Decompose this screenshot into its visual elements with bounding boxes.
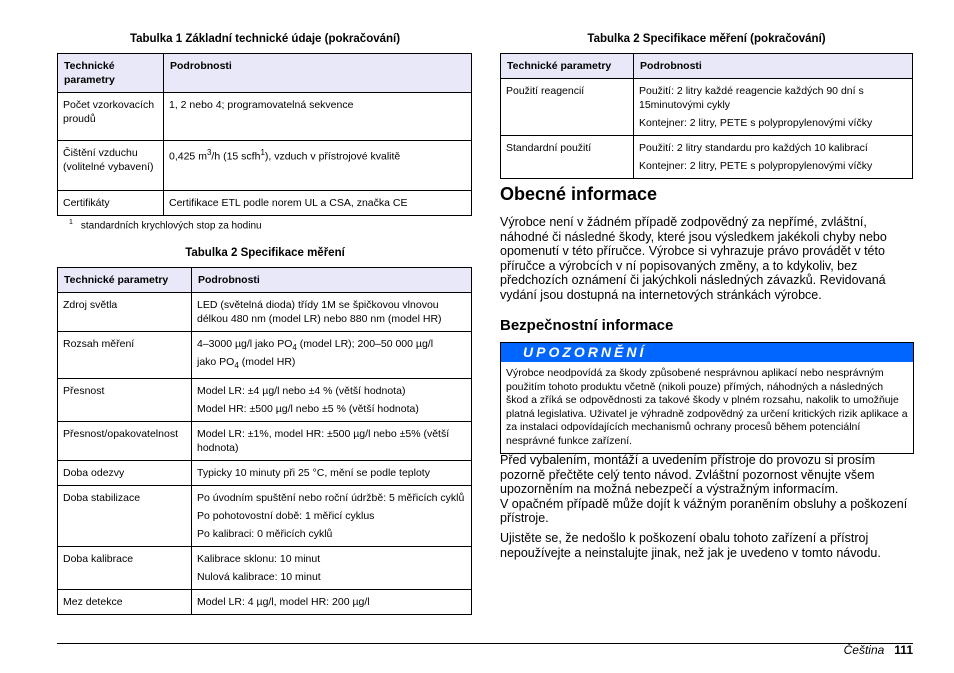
table-row bbox=[501, 136, 913, 179]
param-cell: Počet vzorkovacích proudů bbox=[58, 93, 164, 141]
param-cell: Přesnost bbox=[58, 379, 192, 422]
table-row bbox=[58, 486, 472, 547]
detail-cell: Model LR: ±1%, model HR: ±500 µg/l nebo ±5% (větší hodnota) bbox=[192, 422, 472, 461]
param-cell: Doba odezvy bbox=[58, 461, 192, 486]
table2cont-caption: Tabulka 2 Specifikace měření (pokračování) bbox=[587, 33, 826, 45]
detail-cell: 0,425 $m^3/h$ (15 scfh$^1$), vzduch v přístrojové kvalitě bbox=[164, 141, 472, 191]
general-info-text: Výrobce není v žádném případě zodpovědný za nepřímé, zvláštní, náhodné či následné škody, které jsou výsledkem jakékoli chyby nebo opomenutí v této příručce. Výrobce si vyhrazuje právo provádět v této příručce a výrobcích v ní popisovaných změny, a to kdykoliv, bez předchozích oznámení či jakýchkoli následných závazků. Revidovaná vydání jsou dostupná na internetových stránkách výrobce. bbox=[500, 215, 887, 302]
detail-cell: Certifikace ETL podle norem UL a CSA, značka CE bbox=[164, 191, 472, 216]
column-header: Technické parametry bbox=[58, 54, 164, 93]
param-cell: Doba kalibrace bbox=[58, 547, 192, 590]
table1-caption: Tabulka 1 Základní technické údaje (pokračování) bbox=[129, 33, 401, 45]
detail-cell: Kalibrace sklonu: 10 minut Nulová kalibrace: 10 minut bbox=[192, 547, 472, 590]
safety-paragraph-1: Před vybalením, montáží a uvedením přístroje do provozu si prosím pozorně přečtěte celý tento návod. Zvláštní pozornost věnujte všem upozorněním na možná nebezpečí a výstražným informacím. V opačném případě může dojít k vážným poraněním obsluhy a poškození přístroje. bbox=[500, 453, 908, 526]
general-info-heading: Obecné informace bbox=[500, 184, 658, 204]
table2-continued bbox=[500, 53, 913, 179]
param-cell: Mez detekce bbox=[58, 590, 192, 615]
warning-text: Výrobce neodpovídá za škody způsobené nesprávnou aplikací nebo nesprávným použitím tohoto produktu včetně (nikoli pouze) přímých, náhodných a následných škod a zříká se odpovědnosti za takové škody v plném rozsahu, nakolik to umožňuje platná legislativa. Uživatel je výhradně zodpovědný za určení kritických rizik aplikace a za instalaci odpovídajících mechanismů ochrany procesů během potenciální nesprávné funkce zařízení. bbox=[506, 367, 908, 447]
page-number: 111 bbox=[894, 643, 913, 657]
param-cell: Přesnost/opakovatelnost bbox=[58, 422, 192, 461]
warning-box bbox=[500, 342, 914, 454]
param-cell: Doba stabilizace bbox=[58, 486, 192, 547]
param-cell: Standardní použití bbox=[501, 136, 634, 179]
detail-cell: Typicky 10 minuty při 25 °C, mění se podle teploty bbox=[192, 461, 472, 486]
table-header-row bbox=[58, 268, 472, 293]
table-row bbox=[58, 422, 472, 461]
column-header: Podrobnosti bbox=[634, 54, 913, 79]
warning-title: UPOZORNĚNÍ bbox=[501, 343, 913, 362]
footnote: $^1$ standardních krychlových stop za hodinu bbox=[69, 219, 262, 232]
param-cell: Použití reagencií bbox=[501, 79, 634, 136]
detail-cell: Model LR: 4 µg/l, model HR: 200 µg/l bbox=[192, 590, 472, 615]
param-cell: Certifikáty bbox=[58, 191, 164, 216]
table1 bbox=[57, 53, 472, 216]
table-row bbox=[58, 547, 472, 590]
detail-cell: 1, 2 nebo 4; programovatelná sekvence bbox=[164, 93, 472, 141]
page-footer bbox=[844, 643, 913, 657]
table-row bbox=[58, 461, 472, 486]
table2-caption: Tabulka 2 Specifikace měření bbox=[185, 247, 345, 259]
footer-rule bbox=[57, 643, 913, 644]
detail-cell: Použití: 2 litry standardu pro každých 10 kalibrací Kontejner: 2 litry, PETE s polypropylenovými víčky bbox=[634, 136, 913, 179]
detail-cell: LED (světelná dioda) třídy 1M se špičkovou vlnovou délkou 480 nm (model LR) nebo 880 nm (model HR) bbox=[192, 293, 472, 332]
safety-info-heading: Bezpečnostní informace bbox=[500, 317, 674, 334]
param-cell: Zdroj světla bbox=[58, 293, 192, 332]
column-header: Podrobnosti bbox=[164, 54, 472, 93]
param-cell: Čištění vzduchu (volitelné vybavení) bbox=[58, 141, 164, 191]
column-header: Technické parametry bbox=[501, 54, 634, 79]
table-header-row bbox=[501, 54, 913, 79]
table-row bbox=[58, 191, 472, 216]
table-row bbox=[58, 93, 472, 141]
param-cell: Rozsah měření bbox=[58, 332, 192, 379]
detail-cell: Po úvodním spuštění nebo roční údržbě: 5 měřicích cyklů Po pohotovostní době: 1 měřicí cyklus Po kalibraci: 0 měřicích cyklů bbox=[192, 486, 472, 547]
table-row bbox=[58, 332, 472, 379]
table-row bbox=[58, 590, 472, 615]
table-row bbox=[501, 79, 913, 136]
footer-language: Čeština bbox=[843, 643, 885, 657]
table2 bbox=[57, 267, 472, 615]
table-row bbox=[58, 141, 472, 191]
detail-cell: 4–3000 µg/l jako $PO_4$ (model LR); 200–50 000 µg/l jako $PO_4$ (model HR) bbox=[192, 332, 472, 379]
column-header: Technické parametry bbox=[58, 268, 192, 293]
table-row bbox=[58, 293, 472, 332]
detail-cell: Použití: 2 litry každé reagencie každých 90 dní s 15minutovými cykly Kontejner: 2 litry, PETE s polypropylenovými víčky bbox=[634, 79, 913, 136]
column-header: Podrobnosti bbox=[192, 268, 472, 293]
table-header-row bbox=[58, 54, 472, 93]
table-row bbox=[58, 379, 472, 422]
safety-paragraph-2: Ujistěte se, že nedošlo k poškození obalu tohoto zařízení a přístroj nepoužívejte a neinstalujte jinak, než jak je uvedeno v tomto návodu. bbox=[500, 531, 881, 560]
detail-cell: Model LR: ±4 µg/l nebo ±4 % (větší hodnota) Model HR: ±500 µg/l nebo ±5 % (větší hodnota) bbox=[192, 379, 472, 422]
